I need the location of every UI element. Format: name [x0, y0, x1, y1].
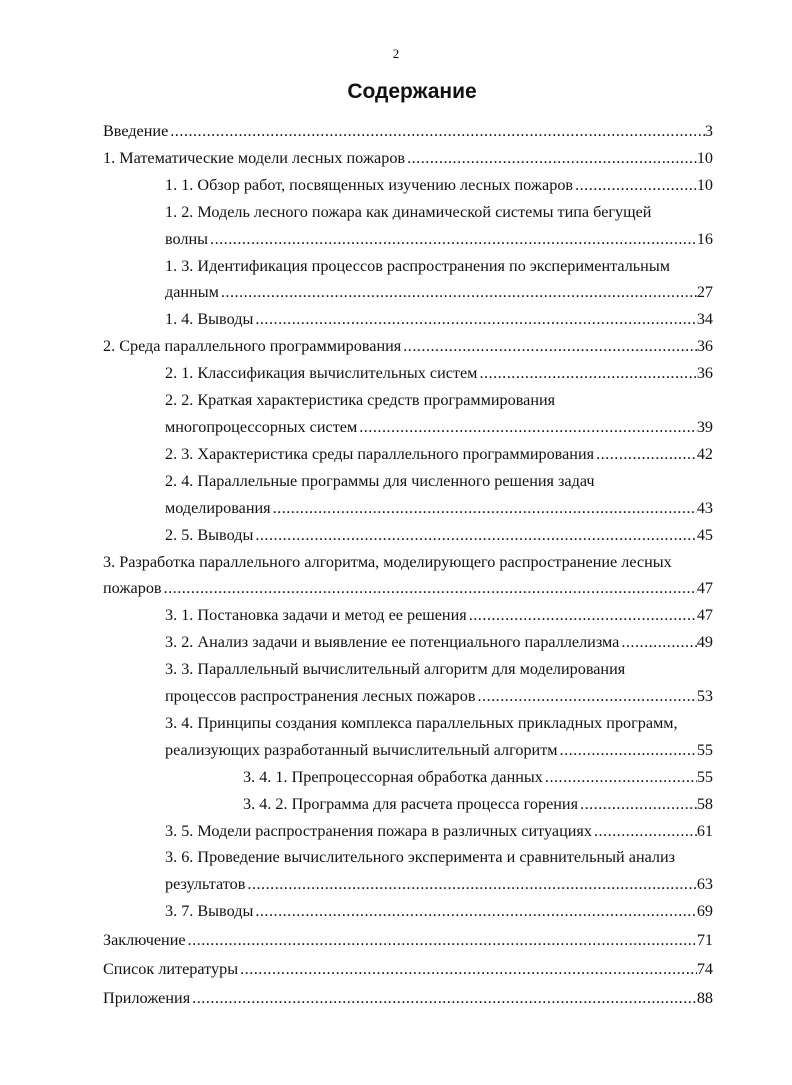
dot-leader [621, 629, 696, 656]
toc-entry-text: 2. Среда параллельного программирования [103, 337, 402, 356]
toc-page-number: 16 [696, 229, 713, 248]
toc-page-number: 63 [696, 875, 713, 894]
toc-entry-text: 3. 4. 1. Препроцессорная обработка данных [243, 767, 543, 786]
dot-leader [188, 927, 697, 954]
dot-leader [479, 360, 696, 387]
toc-page-number: 34 [696, 310, 713, 329]
toc-entry[interactable] [103, 360, 713, 387]
dot-leader [221, 279, 697, 306]
dot-leader [164, 575, 697, 602]
toc-entry-text: 3. 5. Модели распространения пожара в различных ситуациях [165, 821, 592, 840]
dot-leader [255, 522, 696, 549]
dot-leader [240, 956, 697, 983]
toc-entry[interactable] [103, 629, 713, 656]
dot-leader [210, 226, 697, 253]
dot-leader [545, 764, 697, 791]
toc-entry-text: 2. 3. Характеристика среды параллельного программирования [165, 444, 595, 463]
dot-leader [273, 495, 697, 522]
toc-page-number: 36 [696, 364, 713, 383]
dot-leader [247, 871, 696, 898]
toc-entry[interactable] [103, 985, 713, 1012]
toc-entry[interactable] [103, 764, 713, 791]
toc-page-number: 47 [696, 579, 713, 598]
toc-page-number: 42 [696, 444, 713, 463]
dot-leader [255, 306, 696, 333]
toc-page-number: 58 [696, 794, 713, 813]
toc-entry-text: Введение [103, 122, 169, 140]
toc-entry-text: 1. 2. Модель лесного пожара как динамической системы типа бегущей [165, 202, 652, 221]
page-title: Содержание [347, 80, 477, 103]
toc-entry-text: реализующих разработанный вычислительный алгоритм [165, 740, 558, 759]
toc-entry-text: моделирования [165, 498, 271, 517]
toc-entry-text: 2. 1. Классификация вычислительных систем [165, 364, 478, 383]
toc-entry[interactable] [103, 118, 713, 145]
toc-page-number: 47 [696, 606, 713, 625]
toc-page-number: 49 [696, 633, 713, 652]
toc-entry-text: 3. 4. Принципы создания комплекса параллельных прикладных программ, [165, 713, 678, 732]
dot-leader [580, 791, 697, 818]
toc-entry-text: 3. Разработка параллельного алгоритма, моделирующего распространение лесных [103, 552, 672, 571]
dot-leader [403, 333, 697, 360]
toc-page-number: 53 [696, 687, 713, 706]
toc-page-number: 55 [696, 740, 713, 759]
toc-entry-text: 3. 3. Параллельный вычислительный алгоритм для моделирования [165, 660, 626, 679]
toc-entry-text: Заключение [103, 931, 186, 950]
dot-leader [477, 683, 696, 710]
toc-entry-text: 1. Математические модели лесных пожаров [103, 148, 406, 167]
toc-entry-text: 3. 6. Проведение вычислительного эксперимента и сравнительный анализ [165, 848, 676, 867]
toc-entry-text: Приложения [103, 989, 191, 1007]
toc-entry[interactable] [103, 253, 713, 307]
toc-entry[interactable] [103, 927, 713, 954]
toc-entry-text: 1. 1. Обзор работ, посвященных изучению лесных пожаров [165, 175, 574, 194]
toc-entry-text: 1. 4. Выводы [165, 310, 254, 329]
toc-page-number: 71 [696, 931, 713, 950]
toc-entry-text: данным [165, 283, 219, 302]
toc-entry[interactable] [103, 145, 713, 172]
dot-leader [170, 118, 705, 145]
toc-page-number: 39 [696, 417, 713, 436]
toc-entry-text: волны [165, 229, 209, 248]
toc-entry[interactable] [103, 468, 713, 522]
toc-page-number: 27 [696, 283, 713, 302]
toc-page-number: 45 [696, 525, 713, 544]
toc-entry[interactable] [103, 333, 713, 360]
table-of-contents [103, 118, 713, 1012]
toc-page-number: 43 [696, 498, 713, 517]
toc-entry[interactable] [103, 818, 713, 845]
toc-entry-text: 2. 4. Параллельные программы для численного решения задач [165, 471, 595, 490]
toc-entry[interactable] [103, 522, 713, 549]
toc-entry[interactable] [103, 956, 713, 983]
dot-leader [407, 145, 697, 172]
toc-page-number: 74 [696, 960, 713, 979]
dot-leader [192, 985, 697, 1012]
toc-page-number: 10 [696, 175, 713, 194]
toc-entry[interactable] [103, 387, 713, 441]
toc-entry-text: 3. 1. Постановка задачи и метод ее решения [165, 606, 467, 625]
toc-entry-text: 1. 3. Идентификация процессов распространения по экспериментальным [165, 256, 670, 275]
toc-entry[interactable] [103, 898, 713, 925]
toc-page-number: 61 [696, 821, 713, 840]
dot-leader [255, 898, 696, 925]
toc-page-number: 3 [704, 122, 713, 140]
toc-entry-text: пожаров [103, 579, 162, 598]
page-number: 2 [392, 46, 400, 61]
toc-entry[interactable] [103, 710, 713, 764]
dot-leader [560, 737, 697, 764]
toc-entry-text: Список литературы [103, 960, 239, 979]
toc-entry[interactable] [103, 602, 713, 629]
dot-leader [359, 414, 697, 441]
toc-entry[interactable] [103, 791, 713, 818]
toc-page-number: 55 [696, 767, 713, 786]
toc-entry-text: многопроцессорных систем [165, 417, 358, 436]
toc-entry[interactable] [103, 844, 713, 898]
dot-leader [469, 602, 697, 629]
toc-entry[interactable] [103, 306, 713, 333]
toc-page-number: 69 [696, 902, 713, 921]
dot-leader [596, 441, 697, 468]
toc-entry[interactable] [103, 441, 713, 468]
toc-entry[interactable] [103, 199, 713, 253]
dot-leader [575, 172, 697, 199]
toc-entry-text: процессов распространения лесных пожаров [165, 687, 476, 706]
toc-entry-text: результатов [165, 875, 246, 894]
toc-page-number: 88 [696, 989, 713, 1007]
toc-entry-text: 2. 5. Выводы [165, 525, 254, 544]
toc-page-number: 36 [696, 337, 713, 356]
toc-entry-text: 2. 2. Краткая характеристика средств программирования [165, 391, 556, 410]
toc-entry[interactable] [103, 549, 713, 603]
dot-leader [594, 818, 697, 845]
toc-entry-text: 3. 2. Анализ задачи и выявление ее потенциального параллелизма [165, 633, 620, 652]
toc-entry-text: 3. 7. Выводы [165, 902, 254, 921]
toc-entry-text: 3. 4. 2. Программа для расчета процесса горения [243, 794, 579, 813]
toc-entry[interactable] [103, 172, 713, 199]
toc-entry[interactable] [103, 656, 713, 710]
toc-page-number: 10 [696, 148, 713, 167]
